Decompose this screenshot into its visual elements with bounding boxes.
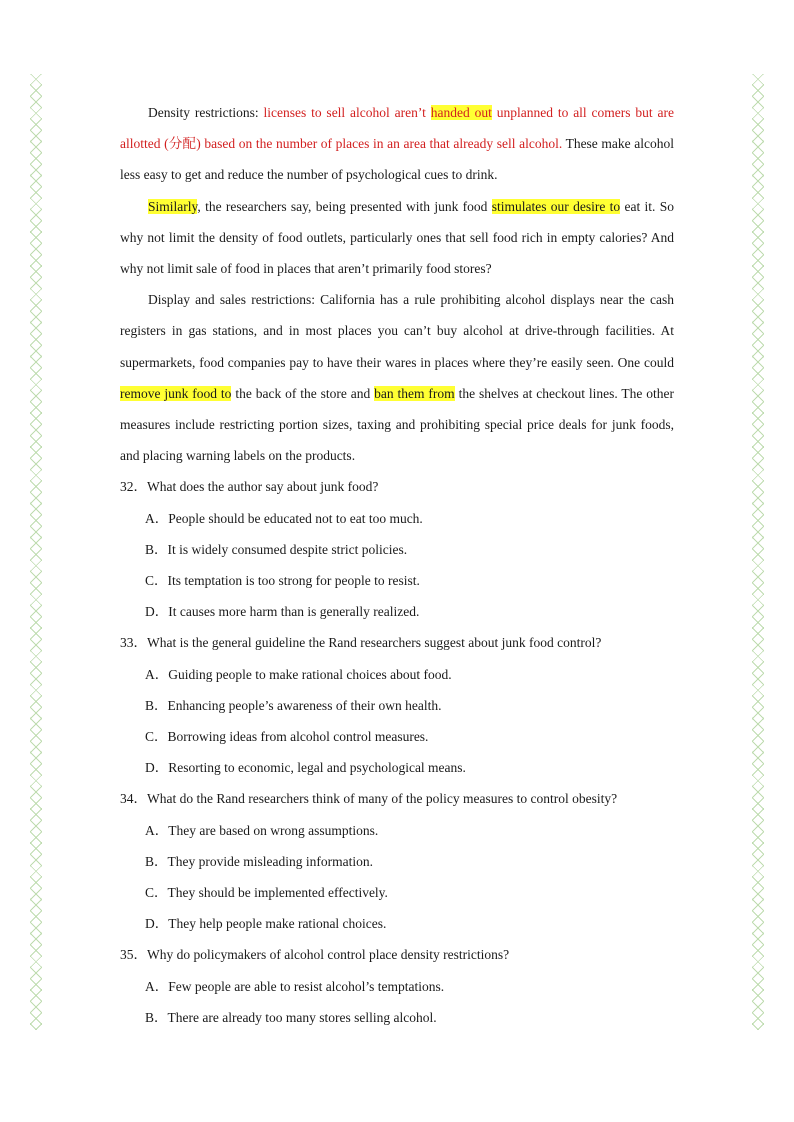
highlighted-phrase: stimulates our desire to bbox=[491, 198, 621, 214]
highlighted-phrase: handed out bbox=[430, 105, 492, 120]
question-text: What do the Rand researchers think of many of the policy measures to control obesity? bbox=[147, 791, 618, 807]
paragraph-text: These make alcohol less easy to get and reduce the number of psychological cues to drink. bbox=[120, 136, 674, 183]
question-34 bbox=[120, 783, 674, 939]
question-stem bbox=[120, 627, 674, 658]
question-stem bbox=[120, 783, 674, 814]
question-33 bbox=[120, 627, 674, 783]
question-number: 33． bbox=[120, 635, 147, 651]
question-text: What does the author say about junk food? bbox=[147, 479, 379, 495]
option-a: A．People should be educated not to eat too much. bbox=[145, 510, 423, 526]
option-d: D．It causes more harm than is generally realized. bbox=[145, 604, 420, 620]
option-b: B．There are already too many stores selling alcohol. bbox=[145, 1009, 437, 1025]
paragraph-text: Display and sales restrictions: California has a rule prohibiting alcohol displays near the cash registers in gas stations, and in most places you can’t buy alcohol at drive-through facilities. At supermarkets, food companies pay to have their wares in places where they’re easily seen. One could bbox=[120, 292, 674, 370]
paragraph-intro: Density restrictions: bbox=[148, 105, 264, 120]
option-a: A．They are based on wrong assumptions. bbox=[145, 822, 379, 838]
decorative-border-right bbox=[752, 74, 764, 1030]
question-number: 34． bbox=[120, 791, 147, 807]
paragraph-text: the back of the store and bbox=[231, 385, 375, 401]
question-stem bbox=[120, 939, 674, 970]
option-b: B．Enhancing people’s awareness of their own health. bbox=[145, 697, 442, 713]
option-b: B．They provide misleading information. bbox=[145, 853, 373, 869]
question-text: Why do policymakers of alcohol control place density restrictions? bbox=[147, 947, 510, 963]
document-page bbox=[120, 97, 674, 1033]
question-number: 32． bbox=[120, 479, 147, 495]
option-d: D．Resorting to economic, legal and psychological means. bbox=[145, 760, 466, 776]
option-c: C．They should be implemented effectively. bbox=[145, 885, 388, 901]
highlighted-phrase: Similarly bbox=[148, 198, 198, 214]
passage-paragraph-similarly bbox=[120, 191, 674, 285]
option-a: A．Few people are able to resist alcohol’s temptations. bbox=[145, 978, 445, 994]
decorative-border-left bbox=[30, 74, 42, 1030]
paragraph-text: the shelves at checkout lines. The other measures include restricting portion sizes, taxing and prohibiting special price deals for junk foods, and placing warning labels on the products. bbox=[120, 385, 674, 464]
question-text: What is the general guideline the Rand researchers suggest about junk food control? bbox=[147, 635, 602, 651]
question-number: 35． bbox=[120, 947, 147, 963]
question-32 bbox=[120, 471, 674, 627]
question-35 bbox=[120, 939, 674, 1033]
passage-paragraph-display bbox=[120, 284, 674, 471]
passage-paragraph-density bbox=[120, 97, 674, 191]
paragraph-text: , the researchers say, being presented with junk food bbox=[197, 198, 492, 214]
option-c: C．Its temptation is too strong for people to resist. bbox=[145, 573, 420, 589]
option-d: D．They help people make rational choices. bbox=[145, 916, 387, 932]
option-b: B．It is widely consumed despite strict policies. bbox=[145, 541, 408, 557]
question-list bbox=[120, 471, 674, 1033]
question-stem bbox=[120, 471, 674, 502]
highlighted-phrase: remove junk food to bbox=[120, 385, 232, 401]
red-text: licenses to sell alcohol aren’t bbox=[263, 105, 431, 120]
paragraph-text: eat it. So why not limit the density of food outlets, particularly ones that sell food rich in empty calories? And why not limit sale of food in places that aren’t primarily food stores? bbox=[120, 198, 675, 277]
red-text: unplanned to all comers but are allotted (分配) based on the number of places in an area that already sell alcohol. bbox=[120, 105, 674, 152]
option-c: C．Borrowing ideas from alcohol control measures. bbox=[145, 729, 429, 745]
highlighted-phrase: ban them from bbox=[374, 385, 455, 401]
option-a: A．Guiding people to make rational choices about food. bbox=[145, 666, 452, 682]
